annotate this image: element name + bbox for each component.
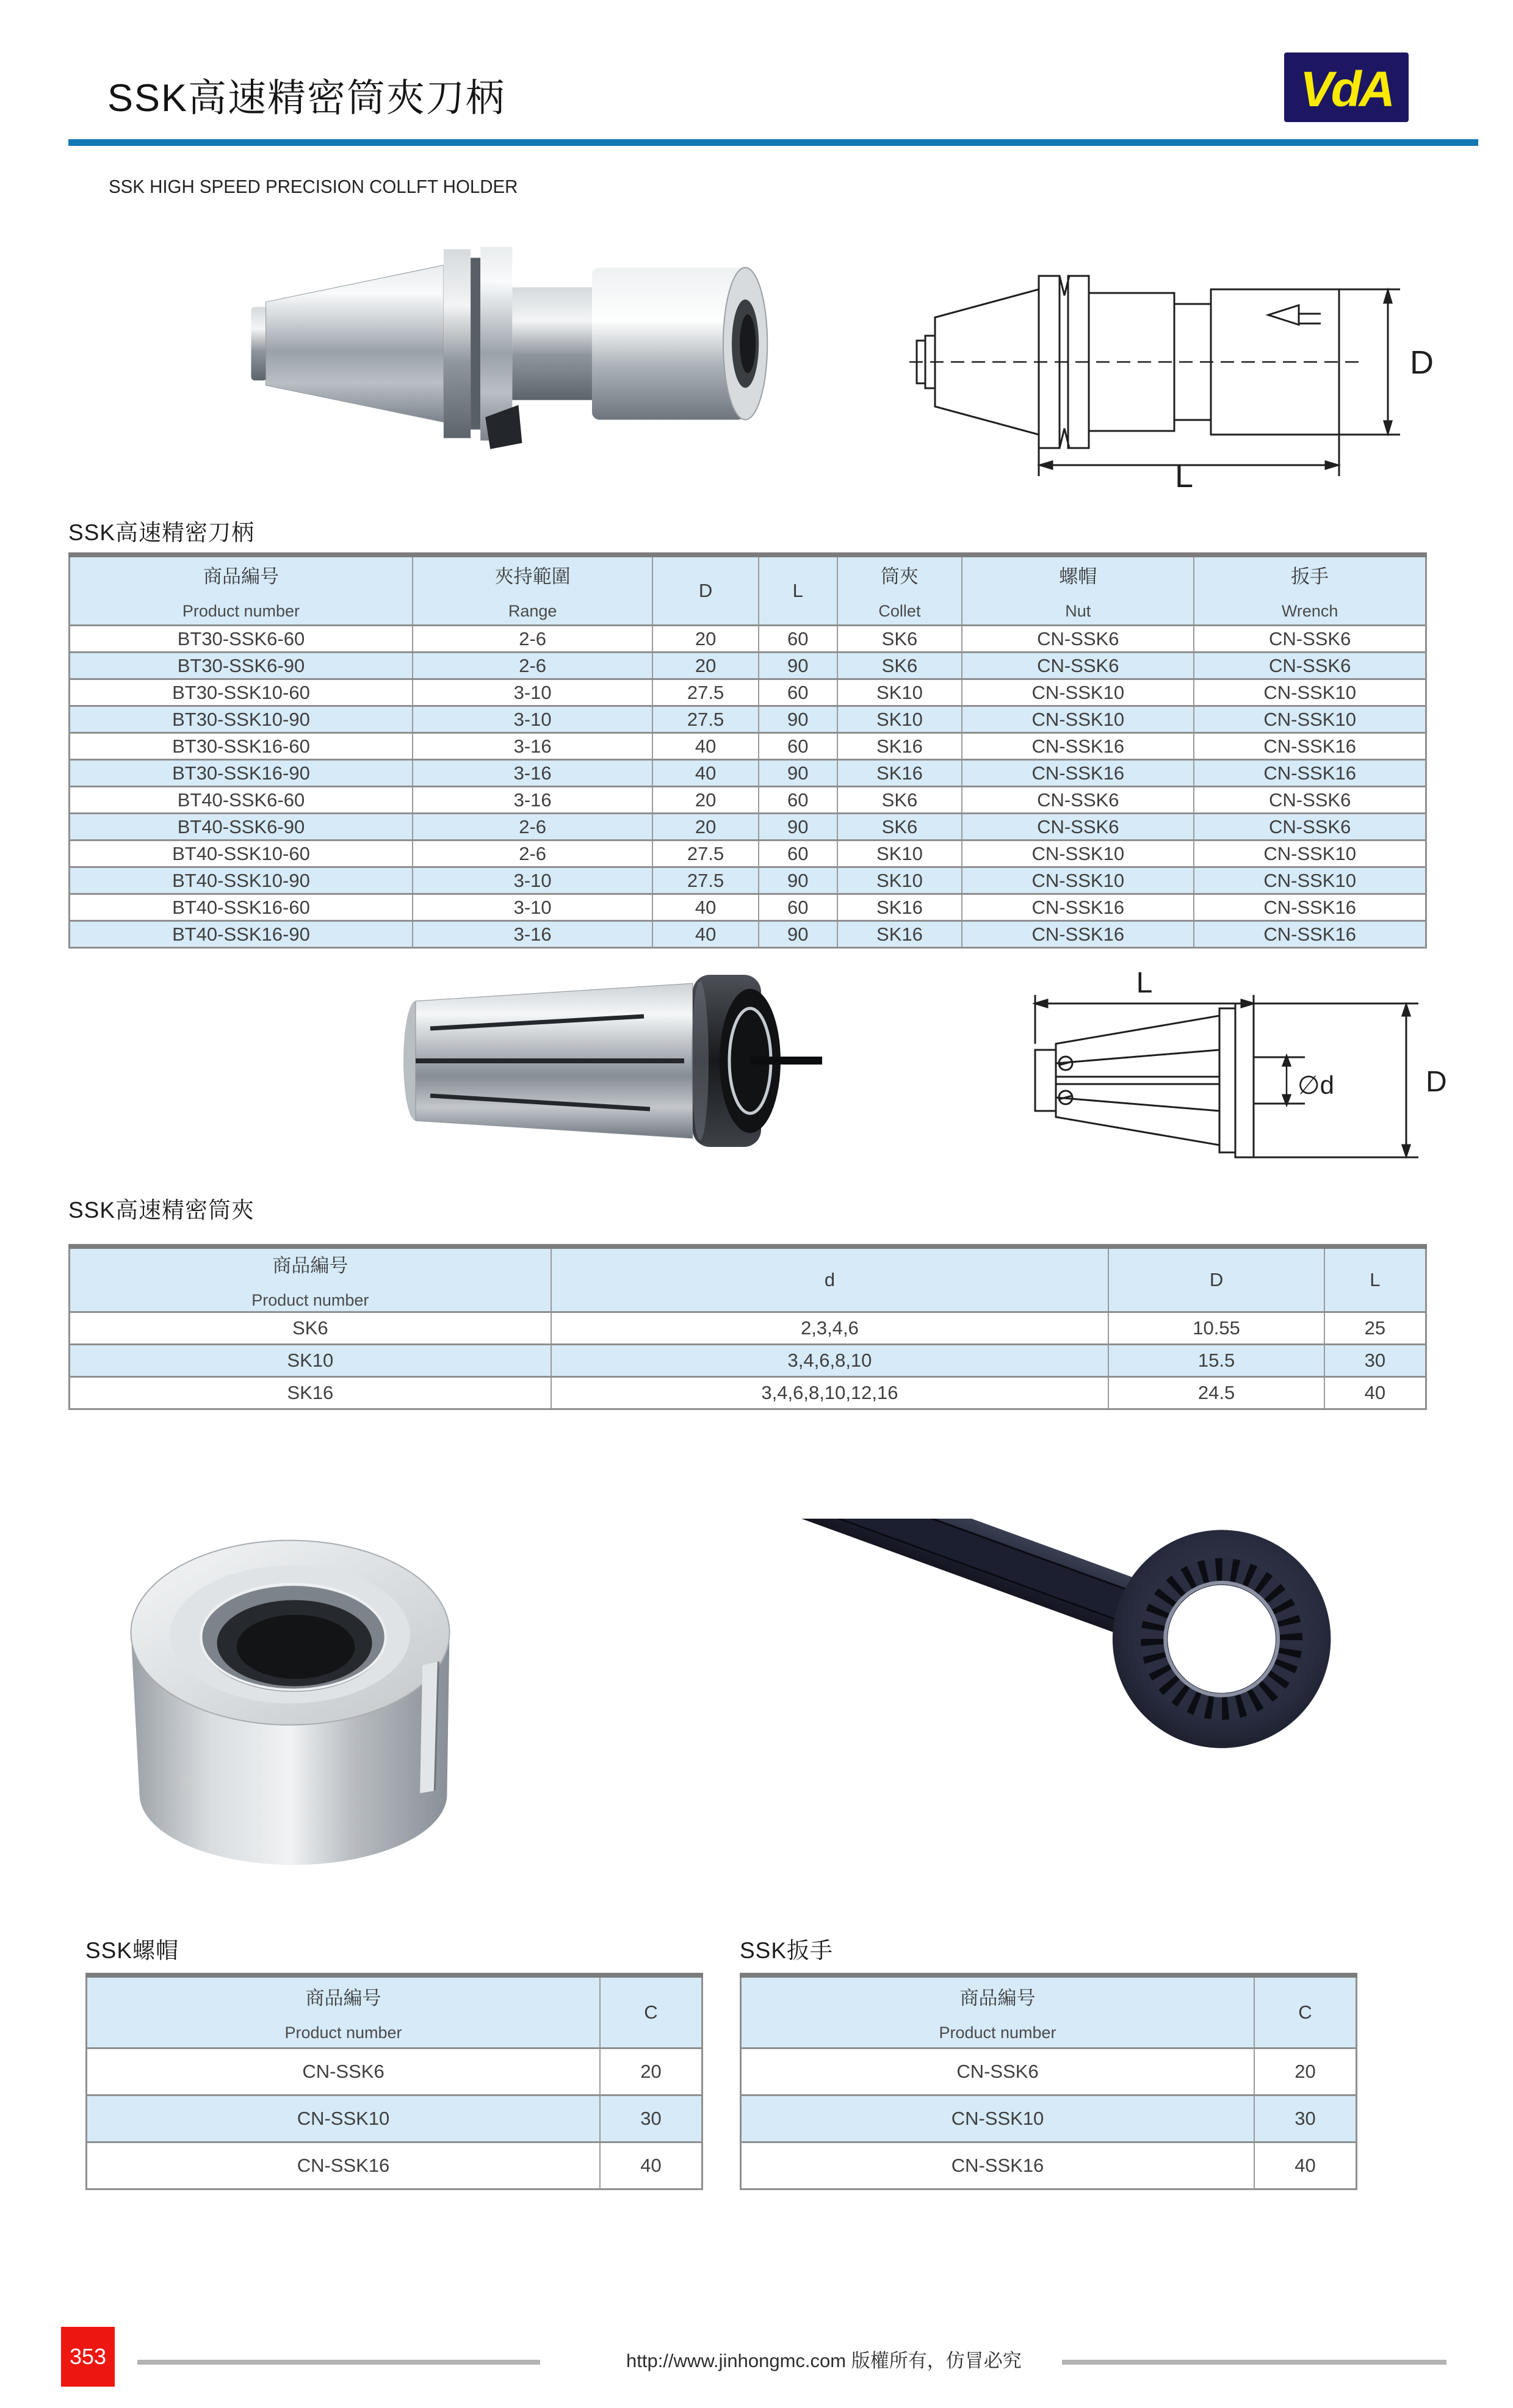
table-cell: CN-SSK16 (1194, 760, 1426, 787)
column-header (652, 555, 758, 626)
table-cell: CN-SSK16 (1194, 894, 1426, 921)
table-cell: 30 (1254, 2095, 1357, 2142)
section-label-collet: SSK高速精密筒夾 (68, 1198, 255, 1223)
table-row (741, 2142, 1357, 2189)
table-header-row (70, 1246, 1426, 1312)
nut-table-wrap (85, 1973, 703, 2190)
table-row (70, 1312, 1426, 1345)
table-cell: 30 (600, 2095, 702, 2142)
table-cell: 20 (652, 626, 758, 653)
column-header-cn: C (644, 2001, 658, 2023)
table-cell: CN-SSK16 (962, 921, 1194, 948)
column-header (70, 1246, 551, 1312)
svg-text:L: L (1136, 972, 1153, 999)
table-cell: 3-16 (413, 921, 652, 948)
table-cell: 90 (759, 921, 837, 948)
table-cell: CN-SSK6 (1194, 787, 1426, 814)
title-accent-rule (68, 139, 1478, 146)
table-cell: 40 (652, 894, 758, 921)
column-header (70, 555, 413, 626)
table-cell: SK6 (837, 787, 962, 814)
table-cell: CN-SSK16 (962, 733, 1194, 760)
column-header (962, 555, 1194, 626)
nut-photo (90, 1506, 490, 1879)
table-cell: 90 (759, 867, 837, 894)
table-cell: 2-6 (413, 841, 652, 867)
table-header-row (70, 555, 1426, 626)
table-cell: 24.5 (1108, 1377, 1324, 1409)
section-label-holder: SSK高速精密刀柄 (68, 520, 255, 545)
table-cell: 27.5 (652, 679, 758, 706)
table-cell: 27.5 (652, 706, 758, 733)
column-header-en: Product number (284, 2023, 402, 2042)
column-header (759, 555, 837, 626)
wrench-table (740, 1973, 1357, 2190)
table-cell: SK10 (837, 841, 962, 867)
table-cell: 3-16 (413, 760, 652, 787)
table-cell: 90 (759, 706, 837, 733)
table-cell: CN-SSK16 (962, 894, 1194, 921)
table-cell: 10.55 (1108, 1312, 1324, 1345)
column-header (837, 555, 962, 626)
table-cell: BT30-SSK10-90 (70, 706, 413, 733)
table-cell: 3-10 (413, 679, 652, 706)
table-cell: CN-SSK10 (962, 679, 1194, 706)
column-header-cn: 商品編号 (272, 1255, 348, 1276)
table-cell: SK10 (837, 867, 962, 894)
collet-drawing (1018, 972, 1457, 1185)
table-cell: 40 (652, 733, 758, 760)
table-cell: CN-SSK6 (962, 787, 1194, 814)
table-cell: BT40-SSK10-60 (70, 841, 413, 867)
table-cell: 40 (1254, 2142, 1357, 2189)
table-cell: CN-SSK6 (1194, 814, 1426, 841)
collet-table-wrap (68, 1244, 1427, 1410)
svg-text:D: D (1410, 344, 1433, 381)
table-cell: 90 (759, 814, 837, 841)
table-cell: 60 (759, 626, 837, 653)
table-cell: BT40-SSK6-90 (70, 814, 413, 841)
column-header-cn: L (1370, 1269, 1381, 1290)
table-cell: CN-SSK10 (962, 706, 1194, 733)
table-cell: SK16 (837, 921, 962, 948)
table-row (70, 626, 1426, 653)
table-cell: BT40-SSK10-90 (70, 867, 413, 894)
page-title: SSK高速精密筒夾刀柄 (107, 77, 506, 120)
column-header-en: Collet (878, 602, 921, 620)
table-row (70, 921, 1426, 948)
table-cell: 20 (652, 653, 758, 679)
collet-table (68, 1244, 1427, 1410)
table-cell: BT30-SSK6-60 (70, 626, 413, 653)
column-header-cn: 夾持範圍 (494, 566, 571, 587)
table-cell: CN-SSK10 (1194, 679, 1426, 706)
table-cell: 3,4,6,8,10,12,16 (551, 1377, 1109, 1409)
table-row (70, 814, 1426, 841)
column-header-cn: 扳手 (1291, 566, 1329, 587)
table-row (70, 760, 1426, 787)
holder-table (68, 552, 1427, 949)
table-cell: CN-SSK6 (962, 653, 1194, 679)
table-cell: 3-16 (413, 733, 652, 760)
table-row (87, 2048, 702, 2095)
column-header (1108, 1246, 1324, 1312)
table-cell: BT30-SSK16-90 (70, 760, 413, 787)
table-row (87, 2142, 702, 2189)
table-cell: 2-6 (413, 814, 652, 841)
table-header-row (741, 1975, 1357, 2048)
page-number-badge (61, 2327, 115, 2387)
table-cell: 60 (759, 841, 837, 867)
table-row (87, 2095, 702, 2142)
column-header-en: Nut (1065, 602, 1091, 620)
footer-divider-left (137, 2360, 540, 2365)
column-header-en: Wrench (1281, 602, 1338, 620)
table-cell: SK16 (837, 760, 962, 787)
column-header (551, 1246, 1109, 1312)
column-header-en: Product number (182, 602, 300, 620)
table-cell: 3-10 (413, 867, 652, 894)
table-row (741, 2048, 1357, 2095)
column-header (413, 555, 652, 626)
collet-photo (388, 960, 827, 1165)
table-cell: 25 (1324, 1312, 1426, 1345)
table-cell: CN-SSK16 (1194, 733, 1426, 760)
svg-text:∅d: ∅d (1298, 1071, 1334, 1099)
column-header (1324, 1246, 1426, 1312)
table-cell: BT30-SSK10-60 (70, 679, 413, 706)
table-cell: 40 (600, 2142, 702, 2189)
table-row (70, 787, 1426, 814)
table-cell: 40 (1324, 1377, 1426, 1409)
brand-logo-icon (1284, 52, 1409, 122)
table-cell: BT40-SSK16-60 (70, 894, 413, 921)
table-cell: CN-SSK10 (962, 841, 1194, 867)
table-cell: 3-10 (413, 894, 652, 921)
table-row (70, 1345, 1426, 1377)
table-row (70, 841, 1426, 867)
table-row (70, 706, 1426, 733)
page-subtitle: SSK HIGH SPEED PRECISION COLLFT HOLDER (109, 176, 518, 197)
table-row (70, 1377, 1426, 1409)
column-header (87, 1975, 601, 2048)
table-cell: CN-SSK10 (1194, 867, 1426, 894)
table-cell: CN-SSK6 (962, 626, 1194, 653)
table-cell: 20 (652, 814, 758, 841)
table-cell: BT40-SSK6-60 (70, 787, 413, 814)
table-row (70, 679, 1426, 706)
table-cell: 90 (759, 653, 837, 679)
column-header-cn: 商品編号 (959, 1987, 1036, 2009)
column-header-en: Product number (251, 1291, 369, 1309)
table-cell: CN-SSK16 (87, 2142, 601, 2189)
table-cell: 40 (652, 921, 758, 948)
column-header-cn: 商品編号 (305, 1987, 381, 2009)
table-cell: BT30-SSK16-60 (70, 733, 413, 760)
column-header-cn: C (1298, 2001, 1312, 2023)
table-cell: 2-6 (413, 653, 652, 679)
collet-holder-photo (241, 209, 812, 482)
section-label-wrench: SSK扳手 (740, 1938, 834, 1963)
table-cell: CN-SSK10 (1194, 706, 1426, 733)
table-cell: 60 (759, 894, 837, 921)
table-cell: 2-6 (413, 626, 652, 653)
table-cell: 2,3,4,6 (551, 1312, 1109, 1345)
page-number: 353 (69, 2344, 107, 2369)
svg-text:D: D (1426, 1066, 1447, 1098)
collet-holder-drawing (908, 237, 1433, 490)
column-header-cn: D (1209, 1269, 1224, 1290)
footer-copyright: http://www.jinhongmc.com 版權所有，仿冒必究 (626, 2350, 1022, 2371)
table-cell: SK10 (70, 1345, 551, 1377)
table-cell: SK6 (837, 626, 962, 653)
brand-logo (1284, 52, 1409, 125)
table-cell: BT30-SSK6-90 (70, 653, 413, 679)
column-header-en: Product number (939, 2023, 1056, 2042)
table-cell: CN-SSK6 (962, 814, 1194, 841)
table-cell: SK10 (837, 679, 962, 706)
table-cell: SK6 (837, 653, 962, 679)
table-cell: CN-SSK16 (1194, 921, 1426, 948)
table-cell: 90 (759, 760, 837, 787)
table-row (70, 867, 1426, 894)
table-cell: SK16 (70, 1377, 551, 1409)
table-cell: 20 (652, 787, 758, 814)
table-cell: CN-SSK10 (87, 2095, 601, 2142)
table-cell: 3-16 (413, 787, 652, 814)
wrench-table-wrap (740, 1973, 1357, 2190)
table-row (70, 894, 1426, 921)
table-cell: 60 (759, 733, 837, 760)
table-cell: CN-SSK16 (962, 760, 1194, 787)
table-cell: SK16 (837, 894, 962, 921)
table-cell: 15.5 (1108, 1345, 1324, 1377)
column-header (1194, 555, 1426, 626)
table-cell: CN-SSK16 (741, 2142, 1255, 2189)
table-cell: CN-SSK10 (741, 2095, 1255, 2142)
table-cell: CN-SSK6 (1194, 626, 1426, 653)
table-cell: 3-10 (413, 706, 652, 733)
table-cell: SK10 (837, 706, 962, 733)
column-header-cn: L (792, 580, 803, 601)
column-header-cn: d (824, 1269, 836, 1290)
table-cell: 60 (759, 679, 837, 706)
table-cell: SK6 (70, 1312, 551, 1345)
table-cell: SK6 (837, 814, 962, 841)
svg-text:VdA: VdA (1300, 62, 1393, 117)
table-header-row (87, 1975, 702, 2048)
column-header-cn: 筒夾 (880, 566, 919, 587)
table-cell: CN-SSK10 (962, 867, 1194, 894)
holder-table-wrap (68, 552, 1427, 949)
table-cell: CN-SSK10 (1194, 841, 1426, 867)
table-cell: 20 (1254, 2048, 1357, 2095)
table-cell: CN-SSK6 (1194, 653, 1426, 679)
nut-table (85, 1973, 703, 2190)
table-cell: CN-SSK6 (87, 2048, 601, 2095)
section-label-nut: SSK螺帽 (85, 1938, 179, 1963)
column-header (741, 1975, 1255, 2048)
table-cell: 27.5 (652, 841, 758, 867)
table-cell: 30 (1324, 1345, 1426, 1377)
table-cell: 20 (600, 2048, 702, 2095)
table-row (70, 653, 1426, 679)
svg-text:L: L (1174, 458, 1194, 487)
table-cell: 3,4,6,8,10 (551, 1345, 1109, 1377)
table-cell: 60 (759, 787, 837, 814)
table-cell: 40 (652, 760, 758, 787)
column-header (1254, 1975, 1357, 2048)
column-header (600, 1975, 702, 2048)
column-header-cn: D (698, 580, 713, 601)
footer-divider-right (1062, 2360, 1446, 2365)
wrench-photo (688, 1519, 1418, 1854)
column-header-cn: 商品編号 (203, 566, 279, 587)
table-cell: CN-SSK6 (741, 2048, 1255, 2095)
table-cell: BT40-SSK16-90 (70, 921, 413, 948)
table-cell: SK16 (837, 733, 962, 760)
column-header-cn: 螺帽 (1059, 566, 1097, 587)
table-row (70, 733, 1426, 760)
table-cell: 27.5 (652, 867, 758, 894)
table-row (741, 2095, 1357, 2142)
column-header-en: Range (508, 602, 557, 620)
